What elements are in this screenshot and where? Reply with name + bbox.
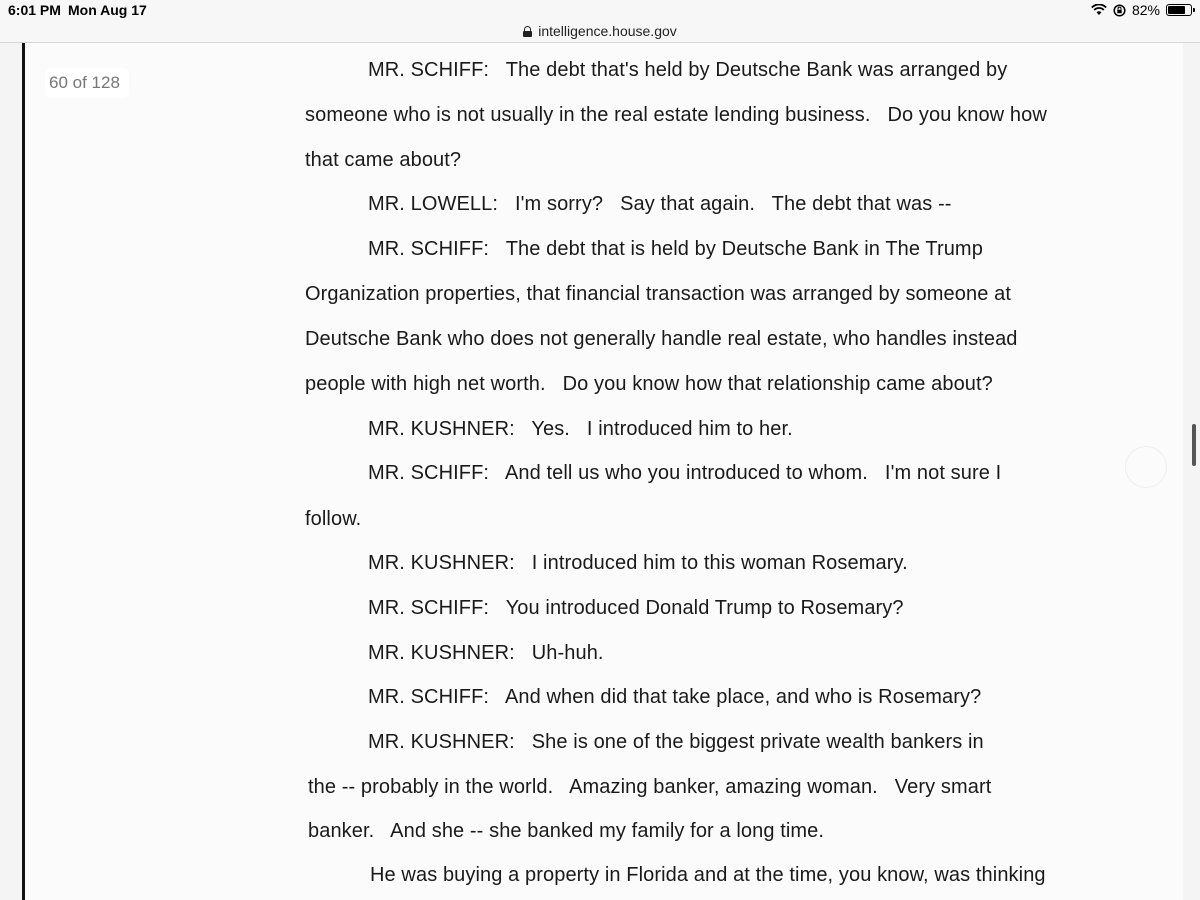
document-viewer[interactable] <box>0 43 1200 900</box>
transcript-line: follow. <box>305 508 362 530</box>
status-icons <box>1091 2 1192 18</box>
transcript-line: someone who is not usually in the real estate lending business. Do you know how <box>305 104 1047 126</box>
transcript-line: MR. LOWELL: I'm sorry? Say that again. The debt that was -- <box>368 193 952 215</box>
orientation-lock-icon <box>1113 4 1126 17</box>
page-indicator: 60 of 128 <box>45 68 129 98</box>
transcript-line: banker. And she -- she banked my family for a long time. <box>308 820 825 842</box>
transcript-line: MR. KUSHNER: She is one of the biggest private wealth bankers in <box>368 731 984 753</box>
transcript-line: MR. KUSHNER: I introduced him to this woman Rosemary. <box>368 552 908 574</box>
address-bar[interactable] <box>0 20 1200 43</box>
transcript-line: MR. SCHIFF: And tell us who you introduced to whom. I'm not sure I <box>368 462 1002 484</box>
transcript-line: that came about? <box>305 149 462 171</box>
transcript-line: MR. KUSHNER: Uh-huh. <box>368 642 604 664</box>
transcript-line: MR. KUSHNER: Yes. I introduced him to her. <box>368 418 793 440</box>
status-time: 6:01 PM <box>8 2 61 18</box>
transcript-line: MR. SCHIFF: You introduced Donald Trump to Rosemary? <box>368 597 904 619</box>
battery-fill <box>1168 6 1185 14</box>
url-text[interactable]: intelligence.house.gov <box>538 23 677 39</box>
lock-icon <box>523 26 532 37</box>
transcript-line: people with high net worth. Do you know how that relationship came about? <box>305 373 993 395</box>
battery-percent: 82% <box>1131 2 1160 18</box>
transcript-line: He was buying a property in Florida and at the time, you know, was thinking <box>370 864 1046 886</box>
transcript-line: MR. SCHIFF: The debt that is held by Deutsche Bank in The Trump <box>368 238 983 260</box>
page-artifact <box>1125 446 1167 488</box>
transcript-line: MR. SCHIFF: The debt that's held by Deutsche Bank was arranged by <box>368 59 1008 81</box>
battery-icon <box>1166 4 1192 16</box>
transcript-line: Deutsche Bank who does not generally handle real estate, who handles instead <box>305 328 1018 350</box>
transcript-line: the -- probably in the world. Amazing banker, amazing woman. Very smart <box>308 776 992 798</box>
wifi-icon <box>1091 4 1107 16</box>
scroll-handle[interactable] <box>1192 424 1196 466</box>
status-date: Mon Aug 17 <box>68 2 147 18</box>
status-bar <box>0 0 1200 20</box>
transcript-line: MR. SCHIFF: And when did that take place, and who is Rosemary? <box>368 686 982 708</box>
transcript-line: Organization properties, that financial transaction was arranged by someone at <box>305 283 1011 305</box>
